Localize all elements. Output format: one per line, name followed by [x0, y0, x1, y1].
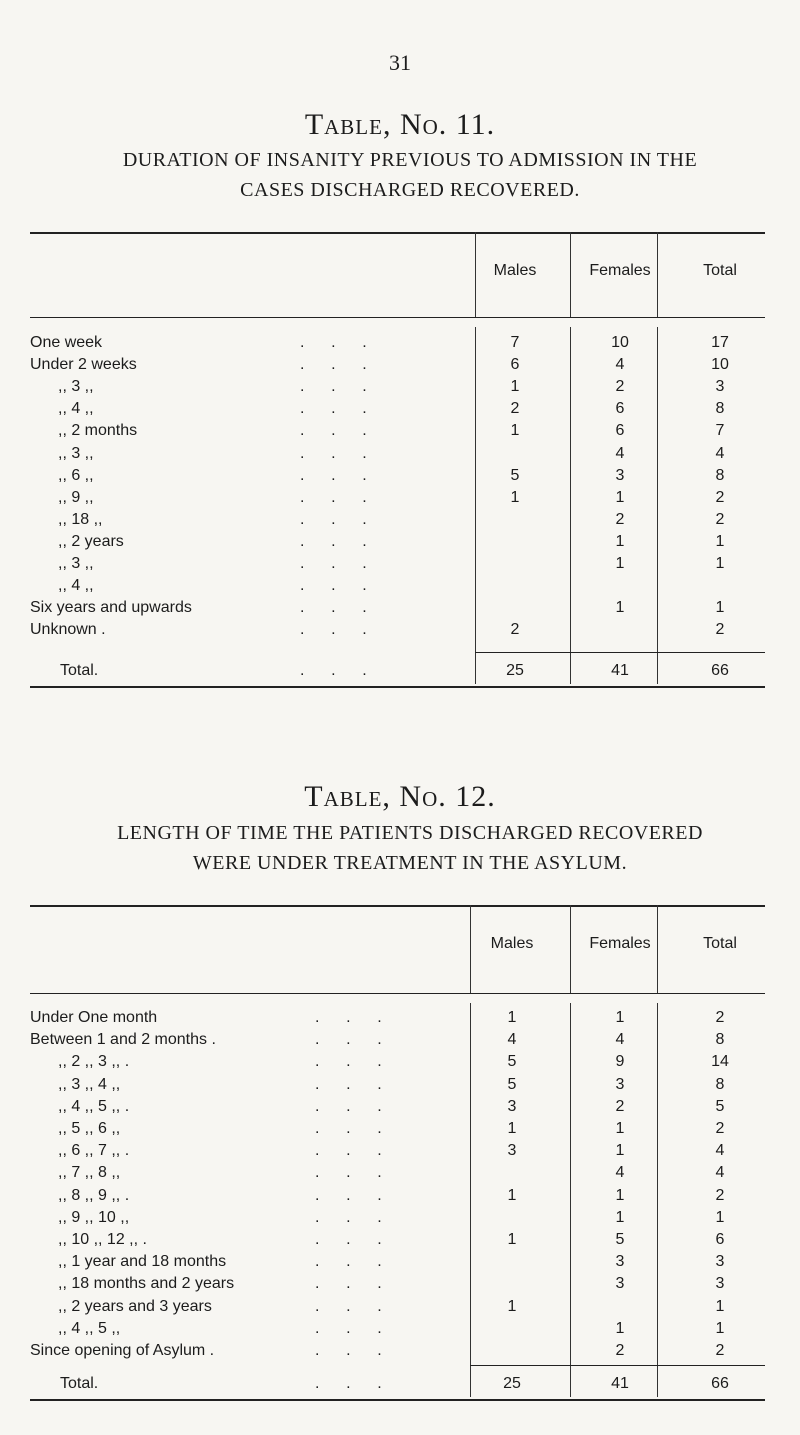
- cell-total: 14: [711, 1053, 729, 1071]
- row-label: ,, 2 years: [58, 532, 124, 550]
- row-label: One week: [30, 334, 103, 351]
- page-number: 31: [389, 50, 411, 75]
- table-header-rule: [30, 317, 765, 318]
- cell-males: 1: [507, 1231, 517, 1248]
- table-row: [30, 1162, 765, 1184]
- row-label: ,, 4 ,, 5 ,,: [58, 1319, 121, 1337]
- table-12-title: Table, No. 12.: [304, 780, 496, 813]
- dot-leader: . . .: [315, 1053, 382, 1071]
- cell-total: 3: [715, 1275, 725, 1293]
- cell-females: 1: [615, 1186, 625, 1204]
- row-label: ,, 6 ,, 7 ,, .: [58, 1142, 130, 1160]
- cell-females: 4: [615, 1031, 625, 1049]
- row-label: ,, 7 ,, 8 ,,: [58, 1164, 121, 1182]
- table-row: [30, 332, 765, 354]
- cell-females: 1: [615, 1208, 625, 1226]
- cell-males: 1: [507, 1297, 517, 1315]
- table-row: [30, 1096, 765, 1118]
- total-females: 41: [611, 662, 629, 679]
- dot-leader: . . .: [315, 1297, 382, 1315]
- row-label: Since opening of Asylum .: [30, 1342, 215, 1359]
- dot-leader: . . .: [300, 422, 367, 440]
- table-row: [30, 1340, 765, 1362]
- table-11: [30, 232, 765, 732]
- total-males: 25: [506, 662, 524, 679]
- row-label: ,, 9 ,,: [58, 488, 94, 506]
- table-row: [30, 1051, 765, 1073]
- cell-total: 2: [715, 1120, 725, 1137]
- cell-total: 4: [715, 444, 725, 462]
- cell-males: 1: [507, 1120, 517, 1137]
- row-label: ,, 1 year and 18 months: [58, 1253, 227, 1271]
- table-row: [30, 420, 765, 442]
- row-label: ,, 3 ,, 4 ,,: [58, 1075, 121, 1093]
- table-row: [30, 619, 765, 641]
- cell-total: 2: [715, 1009, 725, 1026]
- cell-females: 1: [615, 532, 625, 550]
- table-row: [30, 1007, 765, 1029]
- table-11-heading-line-1: DURATION OF INSANITY PREVIOUS TO ADMISSION IN THE: [122, 149, 698, 171]
- table-bottom-rule: [30, 686, 765, 688]
- cell-females: 2: [615, 1342, 625, 1359]
- dot-leader: . . .: [315, 1375, 382, 1392]
- dot-leader: . . .: [300, 334, 367, 351]
- cell-total: 7: [715, 422, 725, 440]
- cell-total: 1: [715, 1319, 725, 1337]
- table-row: [30, 1118, 765, 1140]
- cell-total: 1: [715, 1297, 725, 1315]
- row-label: ,, 2 years and 3 years: [58, 1297, 212, 1315]
- cell-total: 3: [715, 1253, 725, 1271]
- cell-total: 10: [711, 356, 729, 374]
- table-row: [30, 1229, 765, 1251]
- dot-leader: . . .: [300, 621, 367, 639]
- table-bottom-rule: [30, 1399, 765, 1401]
- row-label: ,, 2 months: [58, 422, 138, 440]
- table-11-heading-line-2: CASES DISCHARGED RECOVERED.: [240, 179, 580, 201]
- column-header: Males: [493, 262, 537, 279]
- table-row: [30, 553, 765, 575]
- total-females: 41: [611, 1375, 629, 1392]
- table-row: [30, 443, 765, 465]
- cell-males: 5: [510, 466, 520, 484]
- dot-leader: . . .: [315, 1231, 382, 1248]
- total-total: 66: [711, 1375, 729, 1392]
- cell-females: 4: [615, 356, 625, 374]
- dot-leader: . . .: [300, 400, 367, 418]
- table-row: [30, 465, 765, 487]
- row-label: ,, 9 ,, 10 ,,: [58, 1208, 130, 1226]
- cell-females: 3: [615, 1275, 625, 1293]
- dot-leader: . . .: [315, 1142, 382, 1160]
- dot-leader: . . .: [315, 1120, 382, 1137]
- cell-females: 3: [615, 466, 625, 484]
- table-row: [30, 1029, 765, 1051]
- cell-total: 17: [711, 334, 729, 351]
- cell-males: 2: [510, 400, 520, 418]
- dot-leader: . . .: [315, 1342, 382, 1359]
- dot-leader: . . .: [300, 444, 367, 462]
- total-rule: [470, 1365, 765, 1366]
- cell-females: 4: [615, 444, 625, 462]
- dot-leader: . . .: [315, 1075, 382, 1093]
- column-header: Females: [589, 262, 651, 279]
- row-label: ,, 3 ,,: [58, 444, 94, 462]
- row-label: ,, 2 ,, 3 ,, .: [58, 1053, 130, 1071]
- table-row: [30, 575, 765, 597]
- cell-males: 2: [510, 621, 520, 639]
- row-label: Six years and upwards: [30, 599, 192, 617]
- dot-leader: . . .: [300, 466, 367, 484]
- table-row: [30, 509, 765, 531]
- cell-males: 1: [510, 378, 520, 396]
- cell-total: 2: [715, 1342, 725, 1359]
- dot-leader: . . .: [315, 1253, 382, 1271]
- cell-total: 1: [715, 532, 725, 550]
- table-12-heading-line-1: LENGTH OF TIME THE PATIENTS DISCHARGED RECOVERED: [117, 822, 703, 844]
- table-row: [30, 1207, 765, 1229]
- cell-females: 1: [615, 555, 625, 572]
- cell-females: 9: [615, 1053, 625, 1071]
- cell-total: 2: [715, 488, 725, 506]
- column-header: Females: [589, 935, 651, 952]
- cell-females: 2: [615, 510, 625, 528]
- row-label: Unknown .: [30, 621, 106, 639]
- dot-leader: . . .: [300, 532, 367, 550]
- table-row: [30, 398, 765, 420]
- table-row: [30, 376, 765, 398]
- dot-leader: . . .: [300, 662, 367, 679]
- dot-leader: . . .: [315, 1097, 382, 1115]
- column-header: Total: [703, 935, 737, 952]
- row-label: ,, 4 ,,: [58, 400, 94, 418]
- table-row: [30, 1140, 765, 1162]
- cell-males: 5: [507, 1053, 517, 1071]
- cell-females: 6: [615, 400, 625, 418]
- table-header-rule: [30, 993, 765, 994]
- row-label: ,, 18 ,,: [58, 510, 103, 528]
- dot-leader: . . .: [315, 1031, 382, 1049]
- cell-females: 10: [611, 334, 629, 351]
- cell-females: 1: [615, 488, 625, 506]
- cell-males: 3: [507, 1097, 517, 1115]
- column-header: Total: [703, 262, 737, 279]
- cell-females: 1: [615, 1319, 625, 1337]
- dot-leader: . . .: [300, 577, 367, 595]
- row-label: ,, 3 ,,: [58, 555, 94, 572]
- table-row: [30, 1296, 765, 1318]
- dot-leader: . . .: [300, 356, 367, 374]
- row-label: ,, 10 ,, 12 ,, .: [58, 1231, 147, 1248]
- cell-males: 7: [510, 334, 520, 351]
- row-label: ,, 4 ,, 5 ,, .: [58, 1097, 130, 1115]
- cell-females: 2: [615, 378, 625, 396]
- column-header: Males: [490, 935, 534, 952]
- cell-males: 1: [507, 1009, 517, 1026]
- cell-total: 2: [715, 1186, 725, 1204]
- row-label: Under 2 weeks: [30, 356, 137, 374]
- table-row: [30, 531, 765, 553]
- dot-leader: . . .: [300, 599, 367, 617]
- table-row: [30, 1185, 765, 1207]
- table-row: [30, 1318, 765, 1340]
- cell-total: 8: [715, 1031, 725, 1049]
- dot-leader: . . .: [315, 1009, 382, 1026]
- cell-females: 3: [615, 1253, 625, 1271]
- cell-total: 4: [715, 1142, 725, 1160]
- cell-total: 5: [715, 1097, 725, 1115]
- dot-leader: . . .: [315, 1275, 382, 1293]
- cell-total: 1: [715, 599, 725, 617]
- cell-females: 4: [615, 1164, 625, 1182]
- cell-females: 6: [615, 422, 625, 440]
- cell-total: 3: [715, 378, 725, 396]
- cell-males: 6: [510, 356, 520, 374]
- row-label: Under One month: [30, 1009, 158, 1026]
- row-label: ,, 3 ,,: [58, 378, 94, 396]
- row-label: ,, 8 ,, 9 ,, .: [58, 1186, 130, 1204]
- cell-males: 4: [507, 1031, 517, 1049]
- table-row: [30, 597, 765, 619]
- table-row: [30, 1251, 765, 1273]
- row-label: ,, 6 ,,: [58, 466, 94, 484]
- total-rule: [475, 652, 765, 653]
- cell-males: 1: [507, 1186, 517, 1204]
- row-label: ,, 5 ,, 6 ,,: [58, 1120, 121, 1137]
- dot-leader: . . .: [300, 488, 367, 506]
- table-11-title: Table, No. 11.: [304, 108, 496, 141]
- cell-total: 1: [715, 555, 725, 572]
- dot-leader: . . .: [300, 555, 367, 572]
- cell-total: 8: [715, 466, 725, 484]
- cell-total: 8: [715, 400, 725, 418]
- total-row: [30, 1373, 765, 1395]
- cell-total: 4: [715, 1164, 725, 1182]
- row-label: ,, 18 months and 2 years: [58, 1275, 235, 1293]
- cell-total: 2: [715, 510, 725, 528]
- cell-females: 1: [615, 1120, 625, 1137]
- row-label: ,, 4 ,,: [58, 577, 94, 595]
- cell-males: 1: [510, 488, 520, 506]
- cell-males: 1: [510, 422, 520, 440]
- cell-total: 1: [715, 1208, 725, 1226]
- table-12: [30, 905, 765, 1435]
- cell-females: 5: [615, 1231, 625, 1248]
- dot-leader: . . .: [315, 1208, 382, 1226]
- cell-females: 2: [615, 1097, 625, 1115]
- cell-females: 3: [615, 1075, 625, 1093]
- table-row: [30, 1074, 765, 1096]
- dot-leader: . . .: [315, 1164, 382, 1182]
- cell-males: 3: [507, 1142, 517, 1160]
- table-row: [30, 487, 765, 509]
- table-row: [30, 1273, 765, 1295]
- cell-total: 6: [715, 1231, 725, 1248]
- table-top-rule: [30, 232, 765, 234]
- total-label: Total.: [60, 662, 99, 679]
- dot-leader: . . .: [300, 378, 367, 396]
- dot-leader: . . .: [315, 1319, 382, 1337]
- total-row: [30, 660, 765, 682]
- cell-females: 1: [615, 1009, 625, 1026]
- cell-females: 1: [615, 1142, 625, 1160]
- total-label: Total.: [60, 1375, 99, 1392]
- table-12-heading-line-2: WERE UNDER TREATMENT IN THE ASYLUM.: [192, 852, 628, 874]
- total-total: 66: [711, 662, 729, 679]
- table-top-rule: [30, 905, 765, 907]
- row-label: Between 1 and 2 months .: [30, 1031, 216, 1049]
- dot-leader: . . .: [315, 1186, 382, 1204]
- cell-total: 2: [715, 621, 725, 639]
- dot-leader: . . .: [300, 510, 367, 528]
- table-row: [30, 354, 765, 376]
- cell-total: 8: [715, 1075, 725, 1093]
- total-males: 25: [503, 1375, 521, 1392]
- cell-females: 1: [615, 599, 625, 617]
- cell-males: 5: [507, 1075, 517, 1093]
